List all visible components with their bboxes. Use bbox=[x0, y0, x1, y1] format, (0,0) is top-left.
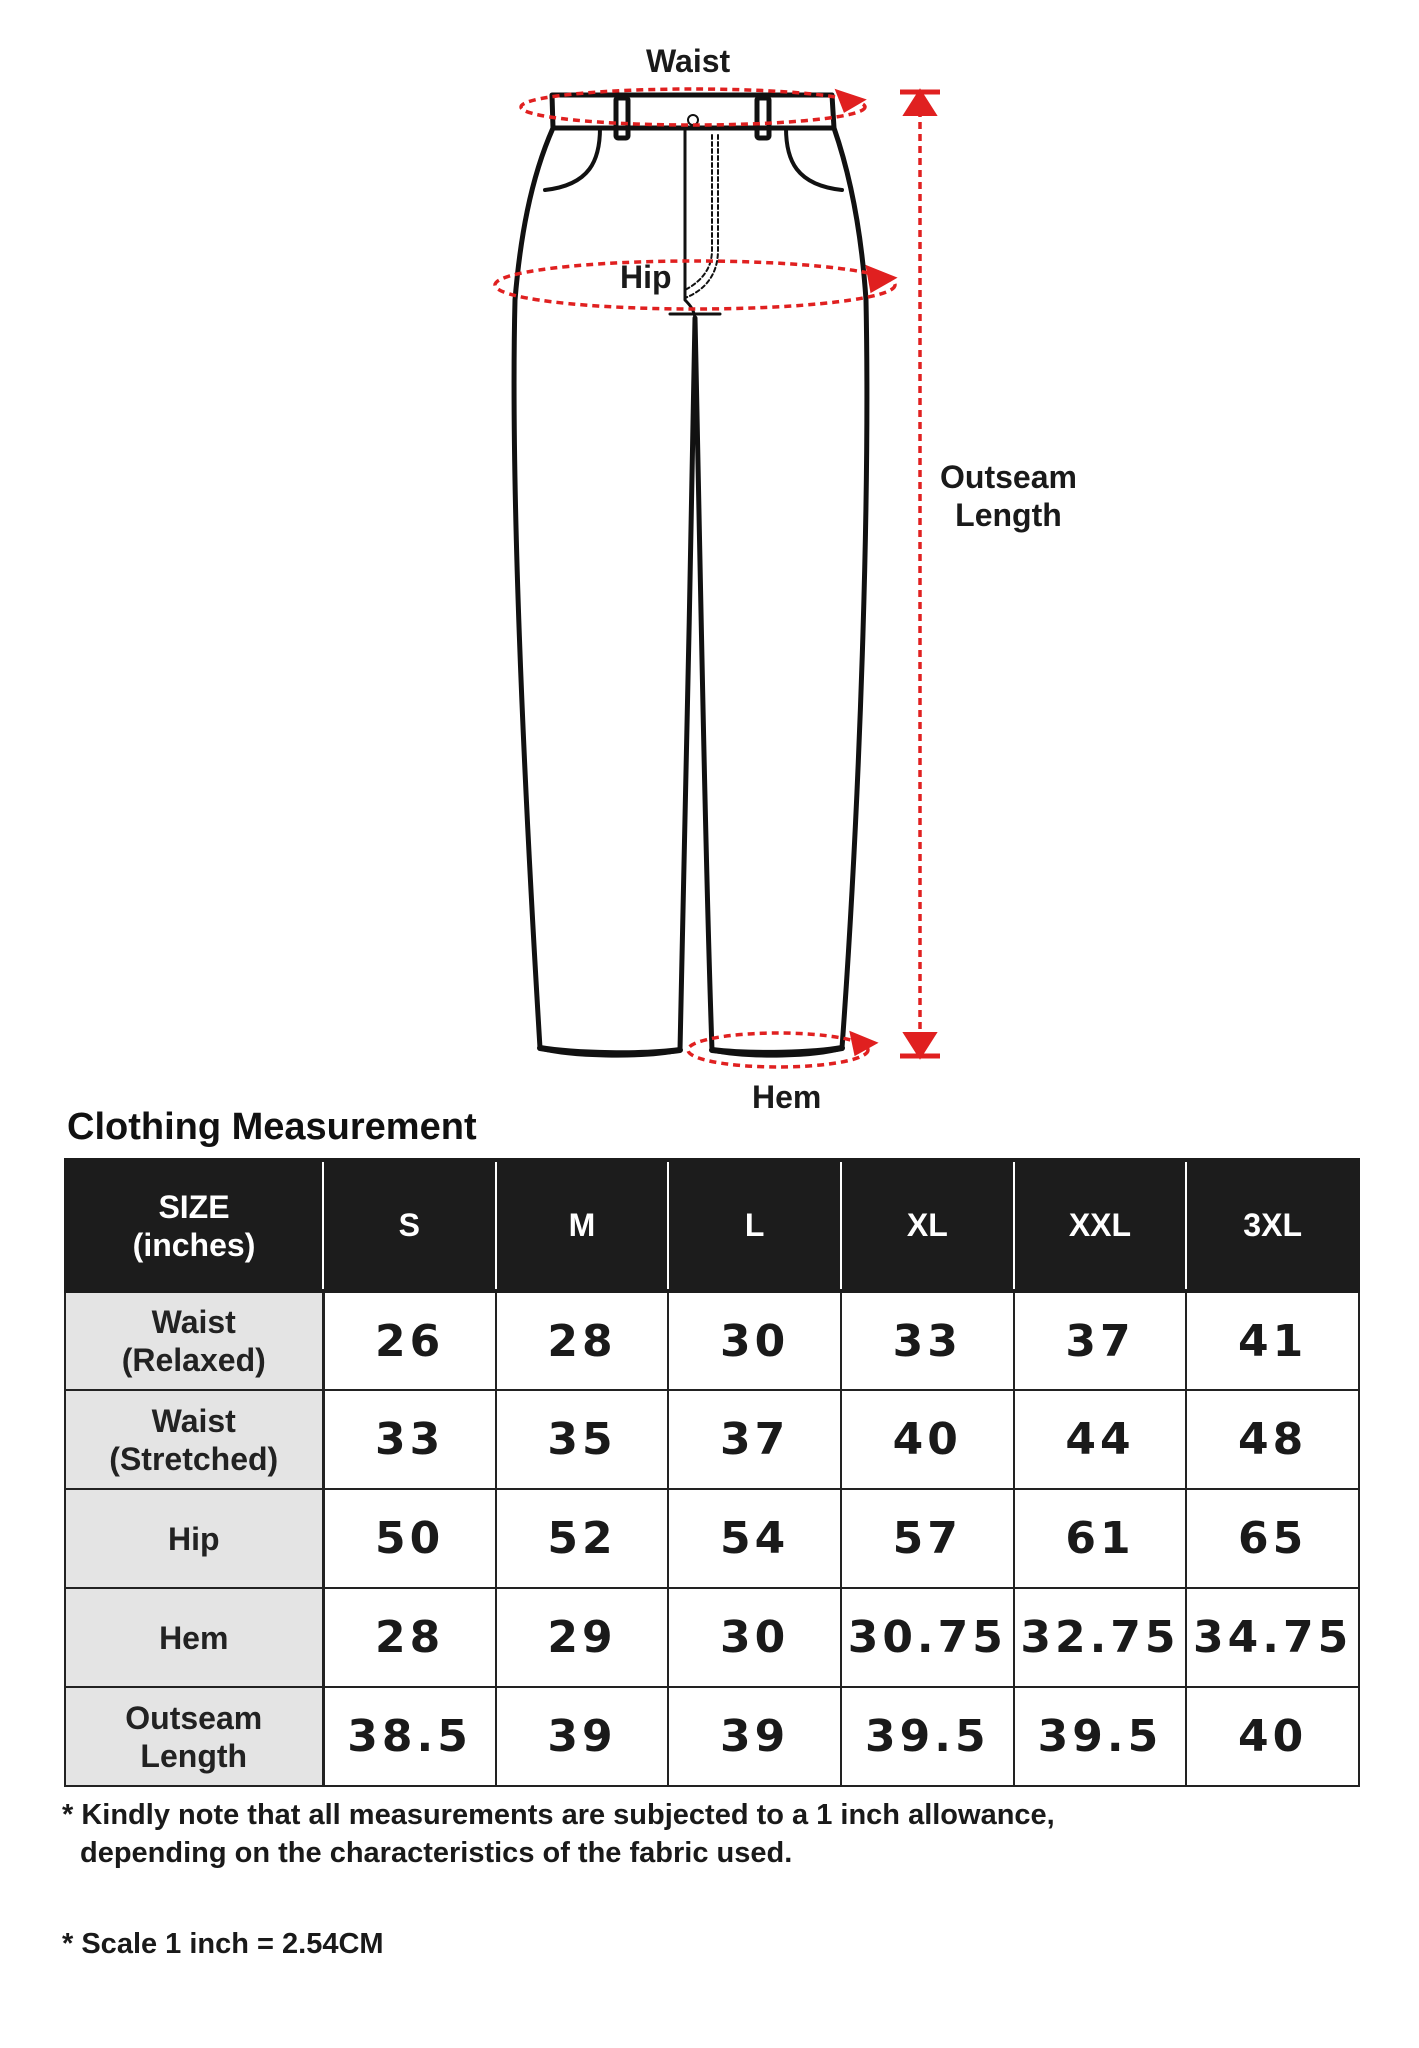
table-row bbox=[65, 1291, 1359, 1390]
row-label-line2: (Relaxed) bbox=[121, 1342, 266, 1378]
table-cell: 39 bbox=[496, 1687, 669, 1786]
table-cell: 39.5 bbox=[1014, 1687, 1187, 1786]
table-cell: 33 bbox=[323, 1390, 496, 1489]
waist-arrow-head bbox=[838, 92, 862, 110]
table-cell: 40 bbox=[841, 1390, 1014, 1489]
outseam-arrow-top bbox=[906, 92, 934, 114]
table-row bbox=[65, 1588, 1359, 1687]
table-cell: 30.75 bbox=[841, 1588, 1014, 1687]
table-cell: 30 bbox=[668, 1588, 841, 1687]
table-cell: 26 bbox=[323, 1291, 496, 1390]
size-header-line2: (inches) bbox=[132, 1226, 256, 1263]
table-cell: 37 bbox=[1014, 1291, 1187, 1390]
row-label-line2: Length bbox=[140, 1737, 248, 1774]
table-cell: 44 bbox=[1014, 1390, 1187, 1489]
row-label bbox=[65, 1489, 323, 1588]
table-cell: 39 bbox=[668, 1687, 841, 1786]
table-cell: 41 bbox=[1186, 1291, 1359, 1390]
hip-label: Hip bbox=[620, 259, 672, 295]
table-cell: 54 bbox=[668, 1489, 841, 1588]
hem-arrow-head bbox=[852, 1034, 874, 1053]
allowance-note-line2: depending on the characteristics of the fabric used. bbox=[80, 1837, 793, 1869]
table-cell: 52 bbox=[496, 1489, 669, 1588]
scale-note: * Scale 1 inch = 2.54CM bbox=[62, 1928, 384, 1960]
row-label bbox=[65, 1291, 323, 1390]
size-header-line1: SIZE bbox=[158, 1188, 230, 1225]
table-row bbox=[65, 1489, 1359, 1588]
table-cell: 35 bbox=[496, 1390, 669, 1489]
allowance-note-line1: * Kindly note that all measurements are subjected to a 1 inch allowance, bbox=[62, 1799, 1055, 1831]
size-col-header: M bbox=[496, 1160, 669, 1291]
row-label bbox=[65, 1390, 323, 1489]
table-cell: 48 bbox=[1186, 1390, 1359, 1489]
table-header-row bbox=[65, 1160, 1359, 1291]
row-label-line1: Hip bbox=[167, 1520, 220, 1557]
waist-label: Waist bbox=[646, 43, 731, 79]
table-cell: 39.5 bbox=[841, 1687, 1014, 1786]
size-col-header: L bbox=[668, 1160, 841, 1291]
table-cell: 30 bbox=[668, 1291, 841, 1390]
table-cell: 28 bbox=[323, 1588, 496, 1687]
row-label-line1: Hem bbox=[159, 1619, 229, 1656]
row-label bbox=[65, 1588, 323, 1687]
size-header-cell bbox=[65, 1160, 323, 1291]
pants-outline bbox=[514, 95, 867, 1055]
table-cell: 34.75 bbox=[1186, 1588, 1359, 1687]
size-col-header: S bbox=[323, 1160, 496, 1291]
size-col-header: XL bbox=[841, 1160, 1014, 1291]
table-cell: 33 bbox=[841, 1291, 1014, 1390]
table-row bbox=[65, 1687, 1359, 1786]
table-cell: 29 bbox=[496, 1588, 669, 1687]
hem-label: Hem bbox=[752, 1079, 822, 1115]
row-label-line1: Outseam bbox=[125, 1699, 263, 1736]
table-cell: 65 bbox=[1186, 1489, 1359, 1588]
hip-measure-ellipse bbox=[495, 261, 895, 309]
row-label-line1: Waist bbox=[151, 1402, 236, 1439]
section-title: Clothing Measurement bbox=[67, 1106, 477, 1148]
size-col-header: 3XL bbox=[1186, 1160, 1359, 1291]
table-cell: 61 bbox=[1014, 1489, 1187, 1588]
table-cell: 28 bbox=[496, 1291, 669, 1390]
table-cell: 32.75 bbox=[1014, 1588, 1187, 1687]
outseam-label-line2: Length bbox=[955, 497, 1062, 533]
size-col-header: XXL bbox=[1014, 1160, 1187, 1291]
table-cell: 37 bbox=[668, 1390, 841, 1489]
row-label-line2: (Stretched) bbox=[109, 1440, 279, 1477]
table-cell: 57 bbox=[841, 1489, 1014, 1588]
outseam-label-line1: Outseam bbox=[940, 459, 1077, 495]
row-label-line1: Waist bbox=[151, 1304, 236, 1340]
outseam-length-label bbox=[940, 458, 1077, 534]
table-cell: 38.5 bbox=[323, 1687, 496, 1786]
table-row bbox=[65, 1390, 1359, 1489]
row-label bbox=[65, 1687, 323, 1786]
hip-arrow-head bbox=[868, 268, 893, 290]
table-cell: 50 bbox=[323, 1489, 496, 1588]
outseam-arrow-bottom bbox=[906, 1034, 934, 1056]
size-chart-table bbox=[64, 1158, 1360, 1787]
table-cell: 40 bbox=[1186, 1687, 1359, 1786]
